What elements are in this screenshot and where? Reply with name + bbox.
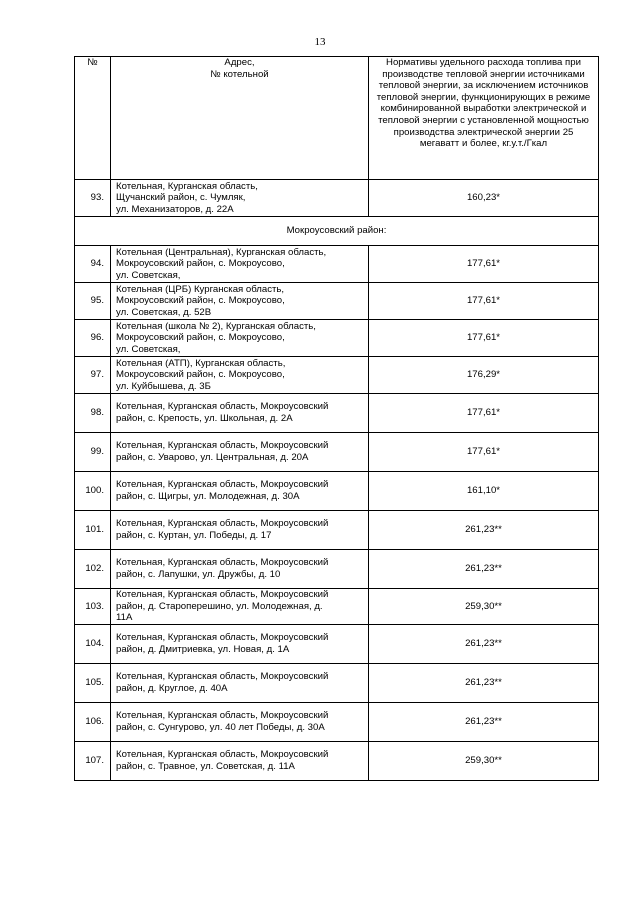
address-line: Мокроусовский район, с. Мокроусово, — [116, 369, 285, 381]
header-address-line: № котельной — [210, 68, 269, 80]
address-line: Котельная (школа № 2), Курганская область, — [116, 320, 316, 332]
address-line: район, с. Травное, ул. Советская, д. 11А — [116, 761, 295, 772]
row-value: 177,61* — [369, 394, 599, 433]
row-value: 261,23** — [369, 664, 599, 703]
row-value: 177,61* — [369, 246, 599, 283]
table-row — [75, 511, 599, 550]
address-line: Котельная, Курганская область, Мокроусовский — [116, 710, 329, 722]
address-line: ул. Куйбышева, д. 3Б — [116, 380, 211, 392]
row-address — [111, 433, 369, 472]
page-number: 13 — [314, 36, 326, 48]
row-number: 99. — [75, 433, 111, 472]
row-value: 259,30** — [369, 589, 599, 625]
address-line: ул. Советская, — [116, 343, 181, 355]
table-row — [75, 320, 599, 357]
row-address — [111, 550, 369, 589]
row-address — [111, 394, 369, 433]
row-number: 93. — [75, 180, 111, 217]
address-line: район, с. Лапушки, ул. Дружбы, д. 10 — [116, 569, 281, 580]
address-line: Котельная, Курганская область, Мокроусовский — [116, 749, 329, 761]
table-row — [75, 433, 599, 472]
address-line: Мокроусовский район, с. Мокроусово, — [116, 332, 285, 344]
table-row — [75, 246, 599, 283]
address-line: ул. Советская, — [116, 269, 181, 281]
table-row — [75, 589, 599, 625]
row-address — [111, 357, 369, 394]
row-address — [111, 664, 369, 703]
address-line: район, с. Сунгурово, ул. 40 лет Победы, д. 30А — [116, 722, 325, 733]
district-heading: Мокроусовский район: — [75, 217, 599, 246]
row-address — [111, 511, 369, 550]
table-row — [75, 283, 599, 320]
address-line: 11А — [116, 612, 133, 624]
address-line: район, с. Уварово, ул. Центральная, д. 20А — [116, 452, 309, 463]
address-line: Котельная, Курганская область, Мокроусовский — [116, 479, 329, 491]
address-line: район, с. Щигры, ул. Молодежная, д. 30А — [116, 491, 300, 502]
address-line: район, с. Куртан, ул. Победы, д. 17 — [116, 530, 272, 541]
address-line: Котельная (Центральная), Курганская область, — [116, 246, 327, 258]
row-address — [111, 703, 369, 742]
row-address — [111, 246, 369, 283]
row-address — [111, 283, 369, 320]
row-value: 176,29* — [369, 357, 599, 394]
header-address-line: Адрес, — [224, 57, 255, 68]
address-line: Котельная, Курганская область, — [116, 180, 258, 192]
address-line: Котельная, Курганская область, Мокроусовский — [116, 518, 329, 530]
address-line: район, д. Дмитриевка, ул. Новая, д. 1А — [116, 644, 290, 655]
row-number: 98. — [75, 394, 111, 433]
table-row — [75, 625, 599, 664]
row-address — [111, 320, 369, 357]
row-number: 100. — [75, 472, 111, 511]
district-row — [75, 217, 599, 246]
table-row — [75, 472, 599, 511]
address-line: ул. Советская, д. 52В — [116, 306, 212, 318]
table-row — [75, 664, 599, 703]
address-line: Котельная, Курганская область, Мокроусовский — [116, 589, 329, 601]
row-number: 104. — [75, 625, 111, 664]
address-line: Мокроусовский район, с. Мокроусово, — [116, 295, 285, 307]
row-value: 177,61* — [369, 283, 599, 320]
row-address — [111, 742, 369, 781]
row-number: 105. — [75, 664, 111, 703]
address-line: Котельная, Курганская область, Мокроусовский — [116, 671, 329, 683]
row-value: 261,23** — [369, 550, 599, 589]
address-line: Котельная, Курганская область, Мокроусовский — [116, 632, 329, 644]
table-row — [75, 394, 599, 433]
row-number: 97. — [75, 357, 111, 394]
address-line: Котельная, Курганская область, Мокроусовский — [116, 557, 329, 569]
table-header-row — [75, 57, 599, 180]
row-address — [111, 472, 369, 511]
row-value: 259,30** — [369, 742, 599, 781]
header-number: № — [75, 57, 111, 180]
address-line: район, д. Староперешино, ул. Молодежная, д. — [116, 600, 323, 612]
row-number: 103. — [75, 589, 111, 625]
row-value: 261,23** — [369, 703, 599, 742]
address-line: Котельная, Курганская область, Мокроусовский — [116, 440, 329, 452]
table-row — [75, 180, 599, 217]
row-number: 94. — [75, 246, 111, 283]
row-number: 95. — [75, 283, 111, 320]
address-line: район, с. Крепость, ул. Школьная, д. 2А — [116, 413, 293, 424]
row-value: 261,23** — [369, 625, 599, 664]
row-address — [111, 625, 369, 664]
address-line: район, д. Круглое, д. 40А — [116, 683, 228, 694]
address-line: Котельная (АТП), Курганская область, — [116, 357, 286, 369]
address-line: ул. Механизаторов, д. 22А — [116, 203, 234, 215]
header-address — [111, 57, 369, 180]
row-address — [111, 180, 369, 217]
row-value: 261,23** — [369, 511, 599, 550]
row-value: 161,10* — [369, 472, 599, 511]
row-address — [111, 589, 369, 625]
address-line: Щучанский район, с. Чумляк, — [116, 192, 246, 204]
address-line: Мокроусовский район, с. Мокроусово, — [116, 258, 285, 270]
row-value: 177,61* — [369, 433, 599, 472]
table-row — [75, 742, 599, 781]
row-number: 102. — [75, 550, 111, 589]
address-line: Котельная, Курганская область, Мокроусовский — [116, 401, 329, 413]
row-number: 101. — [75, 511, 111, 550]
table-row — [75, 703, 599, 742]
row-value: 160,23* — [369, 180, 599, 217]
header-norm: Нормативы удельного расхода топлива при производстве тепловой энергии источниками тепловой энергии, за исключением источников тепловой энергии, функционирующих в режиме комбинированной выработки электрической и тепловой энергии с установленной мощностью производства электрической энергии 25 мегаватт и более, кг.у.т./Гкал — [369, 57, 599, 180]
row-number: 96. — [75, 320, 111, 357]
row-number: 107. — [75, 742, 111, 781]
fuel-norms-table — [74, 56, 599, 781]
address-line: Котельная (ЦРБ) Курганская область, — [116, 283, 285, 295]
table-row — [75, 357, 599, 394]
row-number: 106. — [75, 703, 111, 742]
table-row — [75, 550, 599, 589]
row-value: 177,61* — [369, 320, 599, 357]
